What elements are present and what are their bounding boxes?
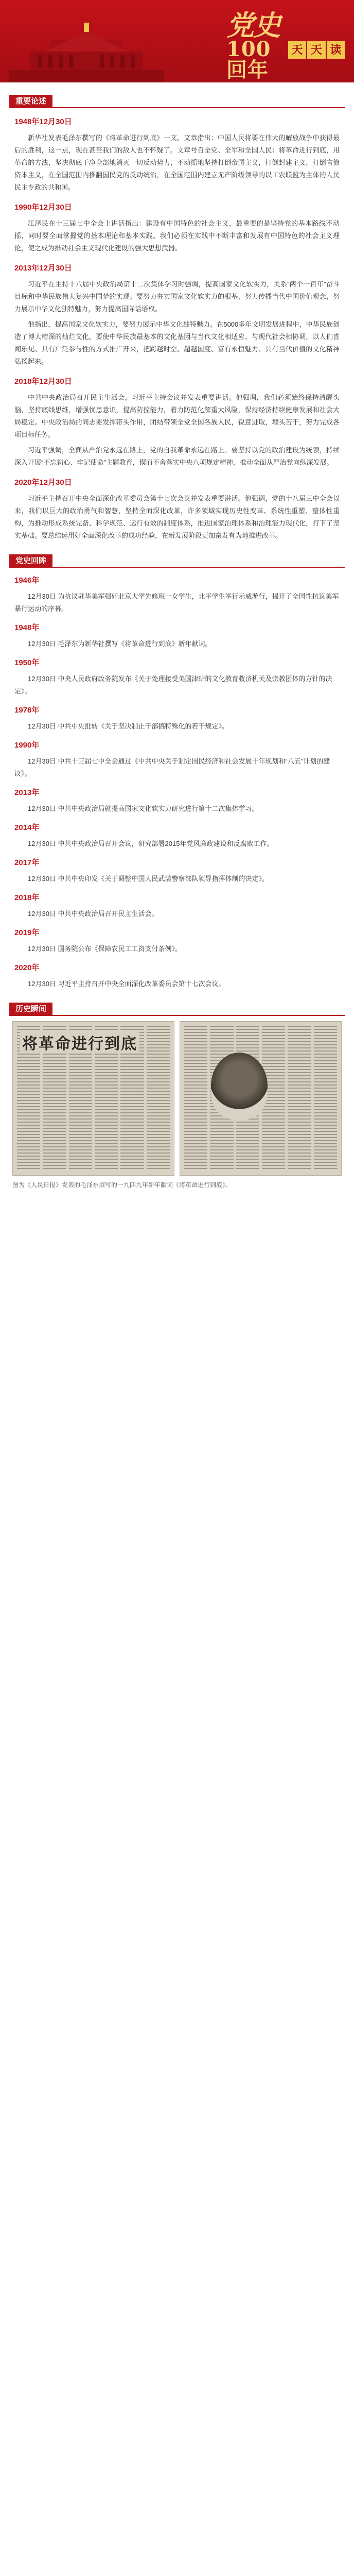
list-item: 12月30日 中共十三届七中全会通过《中共中央关于制定国民经济和社会发展十年规划和“八五”计划的建议》。 [14,757,330,777]
list-item: 12月30日 中央人民政府政务院发布《关于处理接受美国津贴的文化教育救济机关及宗教团体的方针的决定》。 [14,675,332,695]
header-banner [0,0,354,82]
paragraph: 习近平在主持十八届中央政治局第十二次集体学习时强调，提高国家文化软实力，关系“两个一百年”奋斗目标和中华民族伟大复兴中国梦的实现。要努力夯实国家文化软实力的根基，努力传播当代中国价值观念，努力展示中华文化独特魅力，努力提高国际话语权。 [14,280,340,313]
year-heading: 1948年12月30日 [14,117,72,126]
banner-tag-char: 天 [307,41,325,59]
section-header-historic-moment [0,999,354,1016]
banner-title [226,9,288,82]
portrait-image [211,1053,268,1120]
newspaper-photo-right [180,1021,342,1176]
year-heading: 1978年 [14,706,40,715]
year-heading: 2020年 [14,963,40,972]
list-item: 12月30日 中共中央政治局召开民主生活会。 [28,910,158,918]
year-heading: 2017年 [14,858,40,867]
section-important-remarks [0,116,354,542]
list-item: 12月30日 为抗议驻华美军强奸北京大学先修班一女学生，北平学生举行示威游行，揭开了全国性抗议美军暴行运动的序幕。 [14,592,339,613]
historic-photos [0,1016,354,1176]
list-item: 12月30日 习近平主持召开中央全面深化改革委员会第十七次会议。 [28,980,225,988]
paragraph: 中共中央政治局召开民主生活会，习近平主持会议并发表重要讲话。他强调，我们必须始终保持清醒头脑，坚持底线思维，增强忧患意识，提高防控能力，着力防范化解重大风险，保持经济持续健康发展和社会大局稳定。中央政治局的同志要发挥带头作用，团结带领全党全国各族人民，锐意进取，埋头苦干，努力完成各项目标任务。 [14,394,340,438]
section-label: 历史瞬间 [9,1003,52,1016]
photo-caption: 图为《人民日报》发表的毛泽东撰写的一九四九年新年献词《将革命进行到底》。 [12,1181,232,1189]
section-party-history [0,575,354,990]
banner-title-brush: 党史 [226,9,280,42]
building-illustration-icon [9,21,164,82]
paragraph: 习近平强调，全面从严治党永远在路上，党的自我革命永远在路上。要坚持以党的政治建设为统领，持续深入开展“不忘初心、牢记使命”主题教育，锲而不舍落实中央八项规定精神，推动全面从严治党向纵深发展。 [14,446,340,466]
year-heading: 2019年 [14,928,40,937]
banner-title-number [226,39,288,80]
banner-title-num: 100 [226,37,271,61]
banner-title-tail: 回年 [226,58,269,82]
year-heading: 2020年12月30日 [14,478,72,487]
section-label: 党史回眸 [9,554,52,568]
newspaper-photo-left [12,1021,174,1176]
year-heading: 2013年 [14,788,40,797]
section-rule [9,1015,345,1016]
list-item: 12月30日 中共中央政治局就提高国家文化软实力研究进行第十二次集体学习。 [28,805,259,812]
year-heading: 1950年 [14,658,40,667]
year-heading: 1948年 [14,623,40,632]
banner-daily-tag [288,41,345,59]
newspaper-headline: 将革命进行到底 [20,1031,139,1054]
year-heading: 2018年 [14,893,40,902]
year-heading: 1946年 [14,576,40,585]
section-label: 重要论述 [9,95,52,108]
banner-tag-char: 天 [288,41,306,59]
year-heading: 2014年 [14,823,40,832]
paragraph: 他指出，提高国家文化软实力，要努力展示中华文化独特魅力。在5000多年文明发展进程中，中华民族创造了博大精深的灿烂文化，要使中华民族最基本的文化基因与当代文化相适应、与现代社会相协调，以人们喜闻乐见、具有广泛参与性的方式推广开来，把跨越时空、超越国度、富有永恒魅力、具有当代价值的文化精神弘扬起来。 [14,320,340,365]
list-item: 12月30日 中共中央印发《关于调整中国人民武装警察部队领导指挥体制的决定》。 [28,875,269,883]
list-item: 12月30日 毛泽东为新华社撰写《将革命进行到底》新年献词。 [28,640,212,648]
paragraph: 江泽民在十三届七中全会上讲话指出：建设有中国特色的社会主义，最重要的是坚持党的基本路线不动摇，同时要全面掌握党的基本理论和基本实践。我们必须在实践中不断丰富和发展有中国特色的社会主义理论，使之成为推动社会主义现代化建设的强大思想武器。 [14,219,340,252]
list-item: 12月30日 中共中央政治局召开会议，研究部署2015年党风廉政建设和反腐败工作。 [28,840,274,848]
section-header-party-history [0,551,354,568]
year-heading: 1990年12月30日 [14,203,72,212]
list-item: 12月30日 国务院公布《保障农民工工资支付条例》。 [28,945,182,953]
section-rule [9,107,345,108]
year-heading: 1990年 [14,741,40,750]
paragraph: 新华社发表毛泽东撰写的《将革命进行到底》一文。文章指出：中国人民将要在伟大的解放战争中获得最后的胜利，这一点，现在甚至我们的敌人也不怀疑了。文章号召全党、全军和全国人民：将革命进行到底，用革命的方法，坚决彻底干净全部地消灭一切反动势力，不动摇地坚持打倒帝国主义，打倒封建主义，打倒官僚资本主义，在全国范围内推翻国民党的反动统治，在全国范围内建立无产阶级领导的以工农联盟为主体的人民民主专政的共和国。 [14,134,340,191]
paragraph: 习近平主持召开中央全面深化改革委员会第十七次会议并发表重要讲话。他强调，党的十八届三中全会以来，我们以巨大的政治勇气和智慧，坚持全面深化改革，许多领域实现历史性变革、系统性重塑、整体性重构，为推动形成系统完备、科学规范、运行有效的制度体系，推进国家治理体系和治理能力现代化，打下了坚实基础。要总结运用好全面深化改革的成功经验，在新发展阶段更加奋发有为地推进改革。 [14,495,340,539]
section-rule [9,567,345,568]
section-header-important-remarks [0,92,354,108]
banner-tag-char: 读 [327,41,345,59]
list-item: 12月30日 中共中央批转《关于坚决制止干部搞特殊化的若干规定》。 [28,722,229,730]
year-heading: 2018年12月30日 [14,377,72,386]
year-heading: 2013年12月30日 [14,264,72,273]
